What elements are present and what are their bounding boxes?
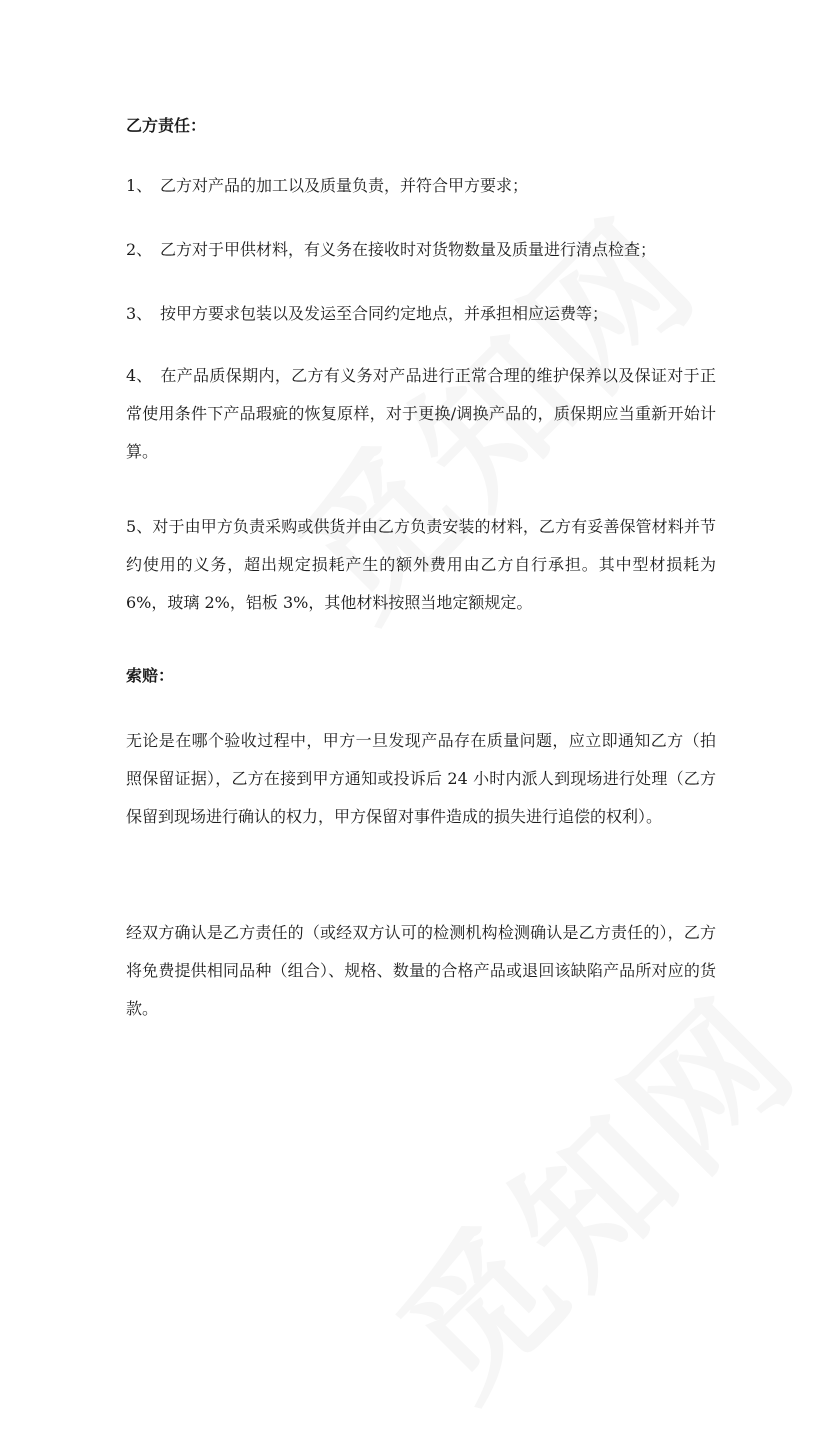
item-text: 按甲方要求包装以及发运至合同约定地点，并承担相应运费等； xyxy=(160,304,609,323)
claims-paragraph-2: 经双方确认是乙方责任的（或经双方认可的检测机构检测确认是乙方责任的），乙方将免费提供相同品种（组合）、规格、数量的合格产品或退回该缺陷产品所对应的货款。 xyxy=(126,923,716,1018)
item-number: 3、 xyxy=(126,304,153,323)
item-text: 在产品质保期内，乙方有义务对产品进行正常合理的维护保养以及保证对于正常使用条件下产品瑕疵的恢复原样，对于更换/调换产品的，质保期应当重新开始计算。 xyxy=(126,366,716,461)
item-text: 乙方对产品的加工以及质量负责，并符合甲方要求； xyxy=(160,176,529,195)
list-item-5: 5、对于由甲方负责采购或供货并由乙方负责安装的材料，乙方有妥善保管材料并节约使用的义务，超出规定损耗产生的额外费用由乙方自行承担。其中型材损耗为 6%，玻璃 2%，铝板 3%，其他材料按照当地定额规定。 xyxy=(126,517,716,612)
list-item-3 xyxy=(126,295,716,333)
claims-paragraph-1: 无论是在哪个验收过程中，甲方一旦发现产品存在质量问题，应立即通知乙方（拍照保留证据），乙方在接到甲方通知或投诉后 24 小时内派人到现场进行处理（乙方保留到现场进行确认的权力，甲方保留对事件造成的损失进行追偿的权利）。 xyxy=(126,731,716,826)
list-item-1 xyxy=(126,167,716,205)
heading-responsibility: 乙方责任： xyxy=(126,116,207,135)
item-text: 乙方对于甲供材料，有义务在接收时对货物数量及质量进行清点检查； xyxy=(160,240,657,259)
list-item-4 xyxy=(126,357,716,471)
list-item-2 xyxy=(126,231,716,269)
item-number: 2、 xyxy=(126,240,153,259)
item-number: 1、 xyxy=(126,176,153,195)
heading-claims: 索赔： xyxy=(126,666,175,685)
item-number: 4、 xyxy=(126,366,153,385)
